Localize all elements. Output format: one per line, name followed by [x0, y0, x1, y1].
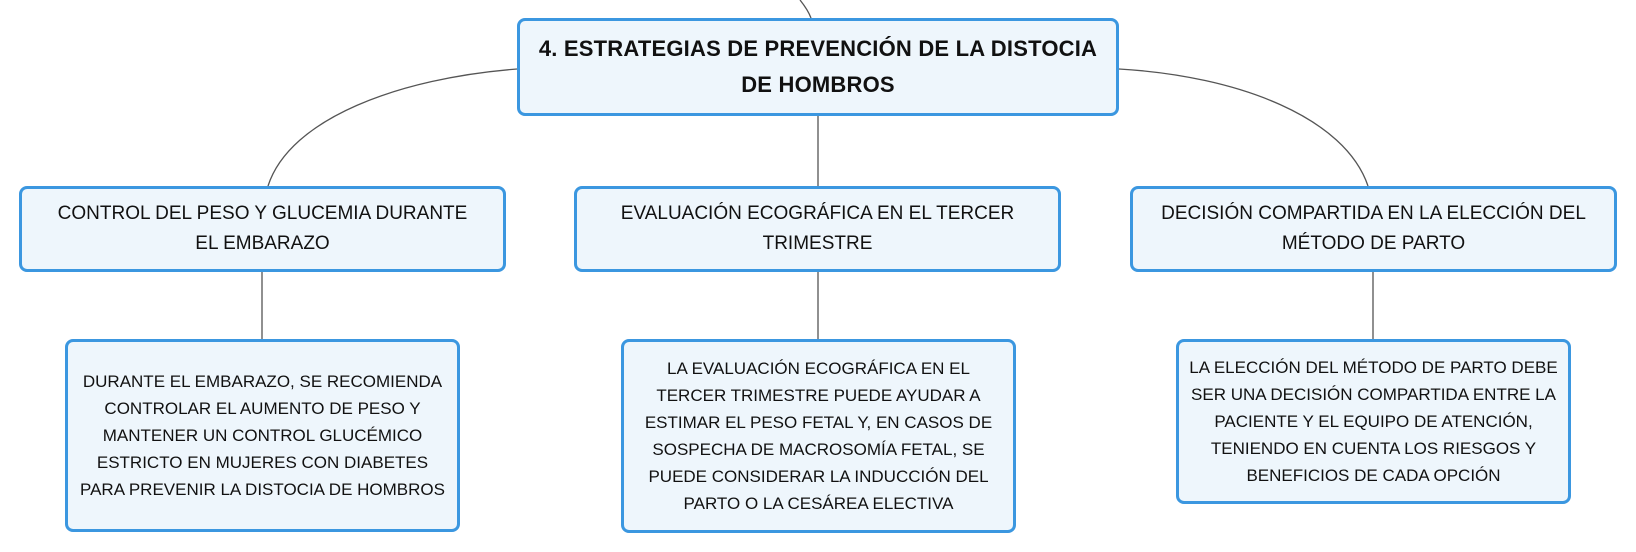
detail-node-weight-glucose[interactable] — [65, 339, 460, 532]
detail-text-weight-glucose: DURANTE EL EMBARAZO, SE RECOMIENDA CONTROLAR EL AUMENTO DE PESO Y MANTENER UN CONTROL GLUCÉMICO ESTRICTO EN MUJERES CON DIABETES PARA PREVENIR LA DISTOCIA DE HOMBROS — [80, 372, 445, 499]
branch-label-ultrasound: EVALUACIÓN ECOGRÁFICA EN EL TERCER TRIMESTRE — [620, 203, 1015, 254]
detail-text-delivery-method: LA ELECCIÓN DEL MÉTODO DE PARTO DEBE SER UNA DECISIÓN COMPARTIDA ENTRE LA PACIENTE Y EL EQUIPO DE ATENCIÓN, TENIENDO EN CUENTA LOS RIESGOS Y BENEFICIOS DE CADA OPCIÓN — [1189, 358, 1558, 485]
branch-label-weight-glucose: CONTROL DEL PESO Y GLUCEMIA DURANTE EL EMBARAZO — [57, 203, 468, 254]
branch-node-weight-glucose[interactable] — [19, 186, 506, 272]
connector-root-to-delivery — [1119, 69, 1368, 186]
detail-node-delivery-method[interactable] — [1176, 339, 1571, 504]
detail-text-ultrasound: LA EVALUACIÓN ECOGRÁFICA EN EL TERCER TRIMESTRE PUEDE AYUDAR A ESTIMAR EL PESO FETAL Y, EN CASOS DE SOSPECHA DE MACROSOMÍA FETAL, SE PUEDE CONSIDERAR LA INDUCCIÓN DEL PARTO O LA CESÁREA ELECTIVA — [644, 359, 993, 513]
branch-node-delivery-method[interactable] — [1130, 186, 1617, 272]
root-topic-label: 4. ESTRATEGIAS DE PREVENCIÓN DE LA DISTOCIA DE HOMBROS — [538, 36, 1098, 97]
connector-root-to-weight — [268, 69, 517, 186]
branch-label-delivery-method: DECISIÓN COMPARTIDA EN LA ELECCIÓN DEL MÉTODO DE PARTO — [1161, 203, 1586, 254]
branch-node-ultrasound[interactable] — [574, 186, 1061, 272]
detail-node-ultrasound[interactable] — [621, 339, 1016, 533]
root-topic-node[interactable] — [517, 18, 1119, 116]
connector-from-parent — [800, 0, 811, 18]
